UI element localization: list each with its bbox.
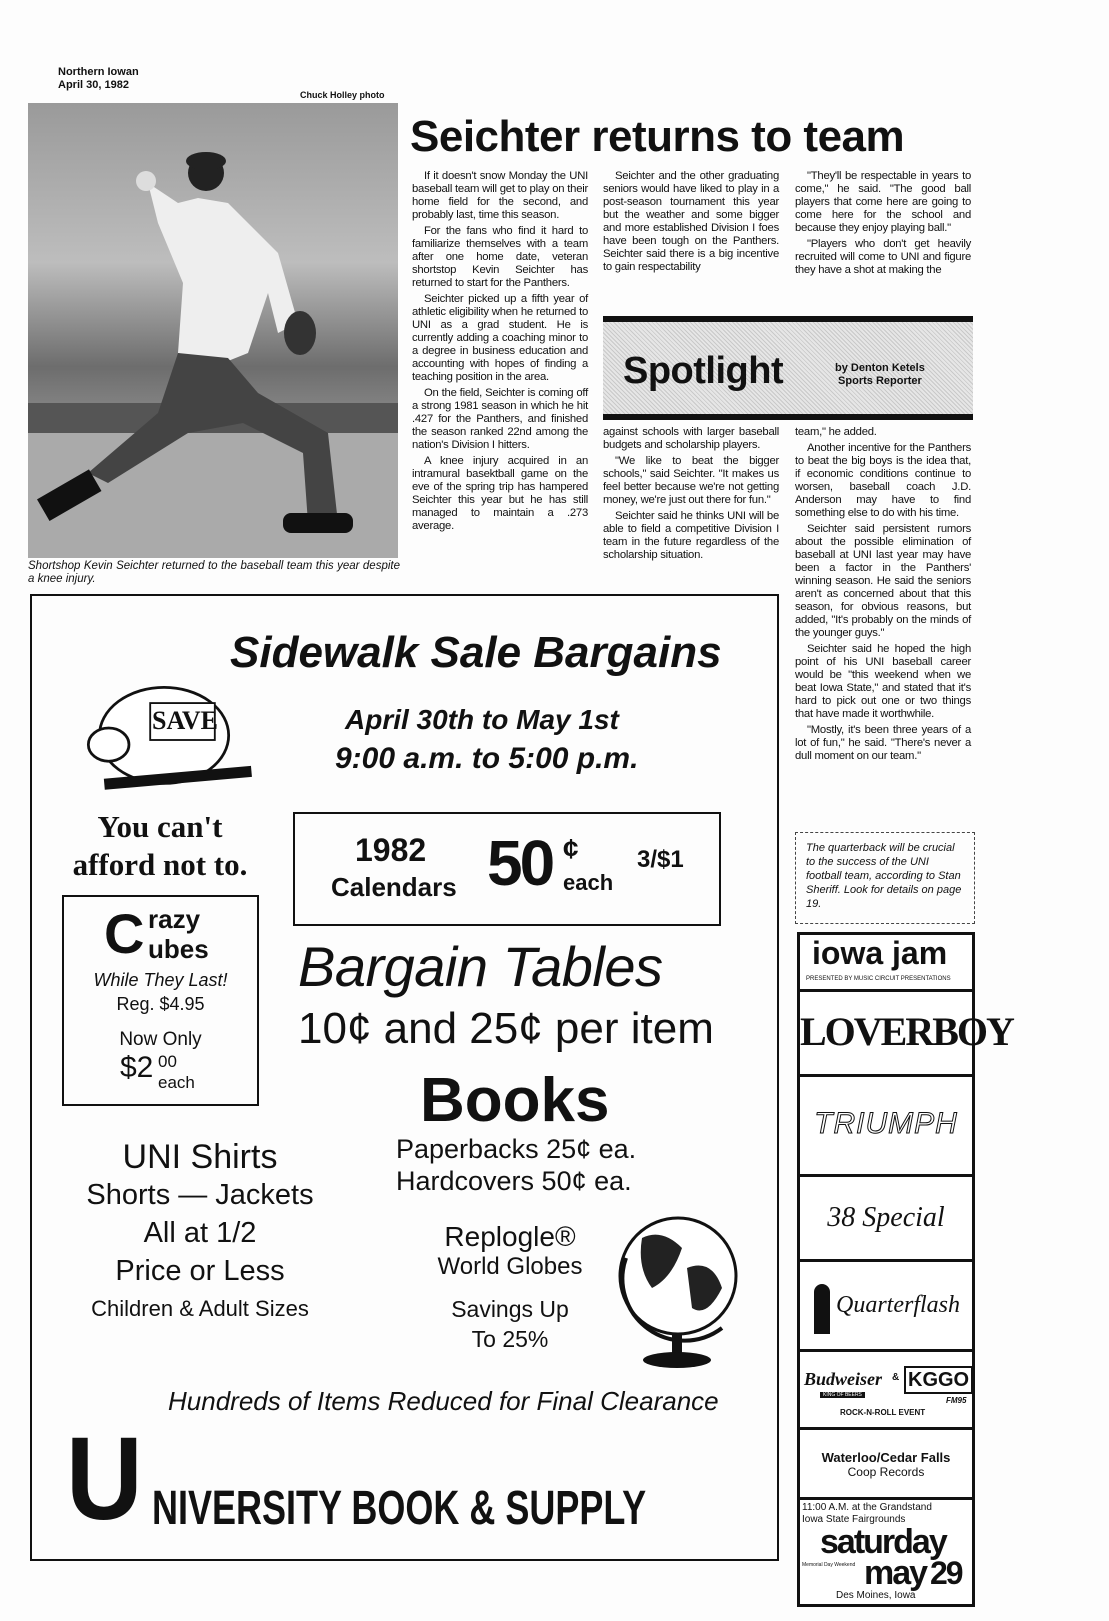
article-paragraph: Seichter and the other graduating seniors would have liked to play in a post-season tournament this year but the weather and some bigger and more established Division I foes have been tough on the Panthers. Seichter said there is a big incentive to gain respectability <box>603 170 779 273</box>
spotlight-title: Spotlight <box>623 350 784 392</box>
article-paragraph: Seichter said persistent rumors about the possible elimination of baseball at UNI last year may have been a factor in the Panthers' winning season. He said the seniors aren't as concerned about that this season, for obvious reasons, but added, "It's probably on the minds of the younger guys." <box>795 523 971 639</box>
cubes-each: each <box>158 1073 195 1092</box>
article-column-2-bottom <box>603 426 779 565</box>
band-loverboy: LOVERBOY <box>800 992 972 1077</box>
event-city: Des Moines, Iowa <box>836 1590 916 1601</box>
calendar-year: 1982 <box>355 832 427 868</box>
books-heading: Books <box>420 1066 610 1135</box>
presenter: PRESENTED BY MUSIC CIRCUIT PRESENTATIONS <box>806 976 951 982</box>
budweiser-tag: KING OF BEERS <box>820 1392 865 1398</box>
globe-brand: Replogle® <box>444 1221 576 1252</box>
clearance-text: Hundreds of Items Reduced for Final Clearance <box>168 1386 719 1416</box>
kggo-logo: KGGO <box>904 1366 973 1394</box>
article-paragraph: Seichter said he hoped the high point of his UNI baseball career would be "this weekend when we beat Iowa State," and stated that it's hard to pick out one or two things that have made it worthwhile. <box>795 643 971 720</box>
cubes-initial: C <box>104 902 145 965</box>
article-column-2-top <box>603 170 779 277</box>
cubes-price: $2 <box>120 1051 154 1084</box>
event-day: saturday <box>820 1523 946 1561</box>
hardcovers-price: Hardcovers 50¢ ea. <box>396 1166 632 1196</box>
slogan-line-1: You can't <box>97 809 223 844</box>
event-month: may <box>864 1554 927 1592</box>
baseball-player-photo <box>28 103 398 558</box>
university-book-supply-logo <box>66 1413 647 1550</box>
outlet-store: Coop Records <box>847 1465 925 1479</box>
article-paragraph: "Mostly, it's been three years of a lot of fun," he said. "There's never a dull moment on our team." <box>795 724 971 762</box>
globes-block <box>410 1222 610 1354</box>
calendar-each: each <box>563 870 614 895</box>
slogan <box>60 808 260 884</box>
band-quarterflash: Quarterflash <box>836 1292 961 1318</box>
cubes-word-2: ubes <box>148 934 209 964</box>
iowa-jam-section <box>800 935 972 992</box>
slogan-line-2: afford not to. <box>72 847 248 882</box>
masthead <box>58 66 139 92</box>
article-paragraph: "They'll be respectable in years to come," he said. "The good ball players that come here are going to come here for the school and because they enjoy playing ball." <box>795 170 971 234</box>
article-paragraph: Seichter picked up a fifth year of athletic eligibility when he returned to UNI as a grad student. He is currently adding a coaching minor to a degree in business education and accounting with hopes of finding a teaching position in the area. <box>412 293 588 383</box>
paper-name: Northern Iowan <box>58 66 139 78</box>
article-paragraph: On the field, Seichter is coming off a strong 1981 season in which he hit .427 for the Panthers, and finished the season ranked 22nd among the nation's Division I hitters. <box>412 387 588 451</box>
calendars-box <box>293 812 721 926</box>
outlet-city: Waterloo/Cedar Falls <box>821 1450 951 1465</box>
logo-text <box>152 1484 646 1534</box>
ad-title: Sidewalk Sale Bargains <box>230 628 722 677</box>
issue-date: April 30, 1982 <box>58 79 129 91</box>
silhouette-icon <box>814 1284 830 1334</box>
sale-hours: 9:00 a.m. to 5:00 p.m. <box>335 742 639 775</box>
article-paragraph: "We like to beat the bigger schools," said Seichter. "It makes us feel better because we're not getting money, we're just out there for fun." <box>603 455 779 506</box>
event-type: ROCK-N-ROLL EVENT <box>840 1408 926 1417</box>
shirts-line: Children & Adult Sizes <box>91 1296 309 1321</box>
iowa-jam-logo <box>812 935 947 971</box>
save-label: SAVE <box>152 706 219 735</box>
bargain-tables-price: 10¢ and 25¢ per item <box>298 1004 714 1053</box>
photo-caption: Shortshop Kevin Seichter returned to the baseball team this year despite a knee injury. <box>28 560 400 585</box>
globe-savings-amount: To 25% <box>471 1326 549 1352</box>
byline: by Denton Ketels <box>835 362 925 374</box>
event-date: 29 <box>930 1555 962 1591</box>
cubes-now-only: Now Only <box>119 1029 202 1050</box>
article-column-1 <box>412 170 588 536</box>
photo-credit: Chuck Holley photo <box>300 90 385 100</box>
article-paragraph: "Players who don't get heavily recruited will come to UNI and figure they have a shot at making the <box>795 238 971 276</box>
shirts-line: All at 1/2 <box>143 1217 257 1249</box>
article-paragraph: Seichter said he thinks UNI will be able to field a competitive Division I team in the future regardless of the scholarship situation. <box>603 510 779 561</box>
kggo-frequency: FM95 <box>946 1396 967 1405</box>
piggy-bank-icon <box>60 680 245 810</box>
event-place: Iowa State Fairgrounds <box>802 1514 906 1525</box>
article-paragraph: against schools with larger baseball budgets and scholarship players. <box>603 426 779 451</box>
cubes-word-1: razy <box>148 904 201 934</box>
article-paragraph: A knee injury acquired in an intramural basektball game on the eve of the spring trip has hampered Seichter this year but he has still managed to maintain a .273 average. <box>412 455 588 532</box>
article-paragraph: For the fans who find it hard to familiarize themselves with a team after one home date, veteran shortstop Kevin Seichter has returned to start for the Panthers. <box>412 225 588 289</box>
ampersand: & <box>892 1372 900 1383</box>
shirts-line: Price or Less <box>115 1255 285 1287</box>
event-time: 11:00 A.M. at the Grandstand <box>802 1502 932 1513</box>
bargain-tables-heading: Bargain Tables <box>298 935 663 998</box>
article-paragraph: Another incentive for the Panthers to beat the big boys is the idea that, if economic conditions continue to worsen, baseball coach J.D. Anderson may have to find something else to do with his time. <box>795 442 971 519</box>
shirts-block <box>70 1138 330 1328</box>
event-holiday: Memorial Day Weekend <box>802 1562 856 1568</box>
date-section <box>800 1500 972 1604</box>
crazy-cubes-box <box>62 895 259 1106</box>
globe-icon <box>612 1208 742 1373</box>
logo-book-supply: BOOK & SUPPLY <box>351 1482 647 1535</box>
sale-dates: April 30th to May 1st <box>345 704 619 735</box>
article-column-3-bottom <box>795 426 971 766</box>
globe-item: World Globes <box>437 1253 583 1280</box>
ticket-outlet-section <box>800 1430 972 1500</box>
article-column-3-top <box>795 170 971 280</box>
logo-u: U <box>66 1413 143 1545</box>
cent-sign: ¢ <box>563 833 579 864</box>
cubes-while-last: While They Last! <box>93 970 228 990</box>
calendar-label: Calendars <box>331 872 457 902</box>
logo-university: NIVERSITY <box>152 1482 342 1535</box>
band-38-special: 38 Special <box>800 1177 972 1262</box>
iowa-jam-text: iowa jam <box>812 935 948 971</box>
cubes-cents: 00 <box>158 1052 177 1071</box>
article-paragraph: If it doesn't snow Monday the UNI baseball team will get to play on their home field for the second, and probably last, time this season. <box>412 170 588 221</box>
shirts-line: UNI Shirts <box>122 1138 278 1176</box>
football-teaser-box: The quarterback will be crucial to the success of the UNI football team, according to Stan Sheriff. Look for details on page 19. <box>795 832 975 924</box>
paperbacks-price: Paperbacks 25¢ ea. <box>396 1134 637 1164</box>
iowa-jam-concert-ad <box>797 932 1013 1607</box>
calendar-deal: 3/$1 <box>637 846 684 873</box>
article-headline: Seichter returns to team <box>410 112 905 161</box>
byline-role: Sports Reporter <box>838 375 922 387</box>
calendar-price: 50 <box>487 827 553 899</box>
article-paragraph: team," he added. <box>795 426 877 438</box>
cubes-regular-price: Reg. $4.95 <box>116 994 205 1014</box>
shirts-line: Shorts — Jackets <box>86 1179 314 1211</box>
budweiser-logo: Budweiser <box>804 1369 883 1389</box>
spotlight-banner <box>603 316 973 420</box>
sponsors-section <box>800 1352 972 1430</box>
band-quarterflash-section <box>800 1262 972 1352</box>
globe-savings: Savings Up <box>451 1296 569 1322</box>
band-triumph: TRIUMPH <box>800 1077 972 1177</box>
